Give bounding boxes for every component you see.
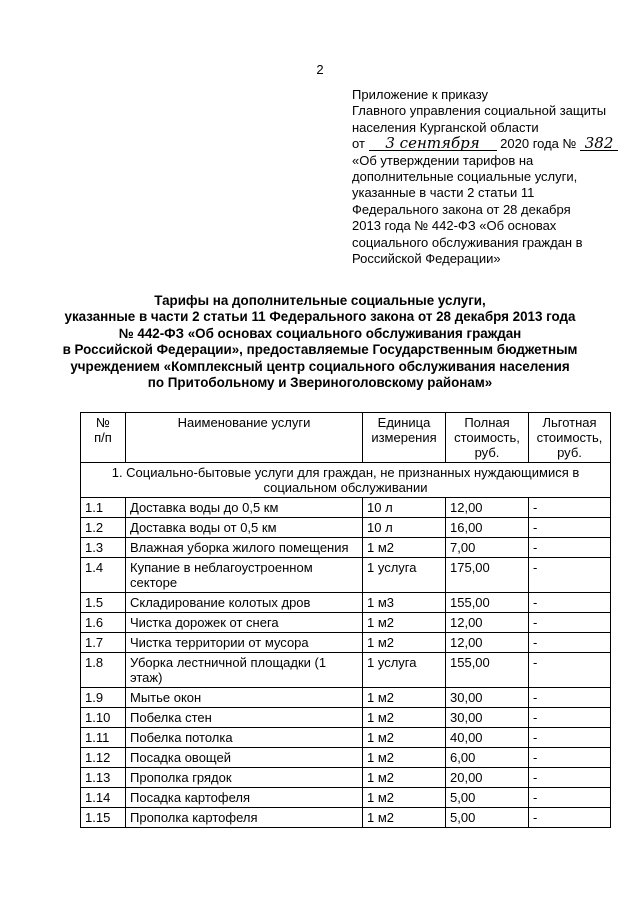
table-row [81,558,611,593]
service-name: Побелка стен [126,708,363,728]
table-row [81,808,611,828]
full-cost: 6,00 [446,748,529,768]
header-text-line: № [96,415,110,430]
table-row [81,688,611,708]
appendix-line: Главного управления социальной защиты [352,103,607,119]
unit-of-measure: 1 м2 [363,788,446,808]
full-cost: 155,00 [446,653,529,688]
header-service-name [126,413,363,463]
header-text-line: измерения [371,430,437,445]
table-row [81,538,611,558]
tariffs-table [80,412,611,828]
preferential-cost: - [529,708,611,728]
service-name: Мытье окон [126,688,363,708]
unit-of-measure: 1 м2 [363,768,446,788]
section-title: 1. Социально-бытовые услуги для граждан, не признанных нуждающимися в социальном обслуживании [81,463,611,498]
preferential-cost: - [529,808,611,828]
row-number: 1.8 [81,653,126,688]
page-number: 2 [316,62,324,77]
row-number: 1.5 [81,593,126,613]
service-name: Чистка дорожек от снега [126,613,363,633]
title-line: в Российской Федерации», предоставляемые Государственным бюджетным [62,342,578,358]
full-cost: 7,00 [446,538,529,558]
header-unit [363,413,446,463]
unit-of-measure: 1 м2 [363,688,446,708]
table-row [81,708,611,728]
header-text-line: Единица [377,415,431,430]
appendix-line: Приложение к приказу [352,87,489,102]
table-header-row [81,413,611,463]
preferential-cost: - [529,593,611,613]
header-text-line: стоимость, [454,430,520,445]
appendix-block [352,87,624,267]
service-name: Посадка картофеля [126,788,363,808]
row-number: 1.13 [81,768,126,788]
full-cost: 16,00 [446,518,529,538]
appendix-line: социального обслуживания граждан в [352,234,583,250]
table-row [81,498,611,518]
appendix-line: дополнительные социальные услуги, [352,169,578,185]
service-name: Доставка воды от 0,5 км [126,518,363,538]
preferential-cost: - [529,538,611,558]
preferential-cost: - [529,688,611,708]
unit-of-measure: 1 м2 [363,633,446,653]
row-number: 1.15 [81,808,126,828]
header-number [81,413,126,463]
preferential-cost: - [529,788,611,808]
row-number: 1.11 [81,728,126,748]
row-number: 1.10 [81,708,126,728]
header-text-line: стоимость, [536,430,603,445]
appendix-line: указанные в части 2 статьи 11 [352,185,535,201]
service-name: Уборка лестничной площадки (1 этаж) [126,653,363,688]
full-cost: 175,00 [446,558,529,593]
row-number: 1.12 [81,748,126,768]
table-row [81,748,611,768]
unit-of-measure: 1 м2 [363,538,446,558]
from-prefix: от [352,136,365,152]
row-number: 1.4 [81,558,126,593]
row-number: 1.2 [81,518,126,538]
service-name: Прополка грядок [126,768,363,788]
title-line: Тарифы на дополнительные социальные услуги, [154,293,486,308]
full-cost: 155,00 [446,593,529,613]
unit-of-measure: 1 м2 [363,708,446,728]
title-line: указанные в части 2 статьи 11 Федерального закона от 28 декабря 2013 года [64,309,576,325]
service-name: Купание в неблагоустроенном секторе [126,558,363,593]
appendix-line: 2013 года № 442-ФЗ «Об основах [352,218,557,234]
table-row [81,593,611,613]
title-line: учреждением «Комплексный центр социального обслуживания населения [70,358,570,374]
header-preferential-cost [529,413,611,463]
title-line: по Притобольному и Звериноголовскому районам» [147,375,493,391]
service-name: Прополка картофеля [126,808,363,828]
appendix-line: Российской Федерации» [352,251,501,267]
header-full-cost [446,413,529,463]
full-cost: 12,00 [446,633,529,653]
table-row [81,788,611,808]
row-number: 1.1 [81,498,126,518]
handwritten-number: 382 [580,136,618,151]
preferential-cost: - [529,728,611,748]
full-cost: 12,00 [446,498,529,518]
row-number: 1.7 [81,633,126,653]
handwritten-date: 3 сентября [369,136,497,151]
table-row [81,518,611,538]
preferential-cost: - [529,633,611,653]
full-cost: 40,00 [446,728,529,748]
header-text-line: руб. [474,445,500,460]
header-text-line: Полная [464,415,510,430]
full-cost: 5,00 [446,808,529,828]
unit-of-measure: 1 м2 [363,808,446,828]
full-cost: 20,00 [446,768,529,788]
unit-of-measure: 10 л [363,498,446,518]
table-row [81,653,611,688]
appendix-line: «Об утверждении тарифов на [352,152,534,168]
unit-of-measure: 1 услуга [363,558,446,593]
header-text-line: Льготная [542,415,597,430]
header-text-line: руб. [557,445,582,460]
unit-of-measure: 1 м2 [363,613,446,633]
unit-of-measure: 1 м3 [363,593,446,613]
full-cost: 5,00 [446,788,529,808]
document-title [60,293,580,391]
unit-of-measure: 1 м2 [363,748,446,768]
preferential-cost: - [529,498,611,518]
preferential-cost: - [529,558,611,593]
table-row [81,728,611,748]
preferential-cost: - [529,748,611,768]
title-line: № 442-ФЗ «Об основах социального обслуживания граждан [118,325,522,341]
unit-of-measure: 10 л [363,518,446,538]
preferential-cost: - [529,768,611,788]
appendix-date-line [352,136,624,152]
table-row [81,633,611,653]
preferential-cost: - [529,613,611,633]
appendix-order-title [352,153,624,268]
service-name: Чистка территории от мусора [126,633,363,653]
service-name: Влажная уборка жилого помещения [126,538,363,558]
preferential-cost: - [529,518,611,538]
table-row [81,768,611,788]
year-text: 2020 года № [500,136,577,152]
row-number: 1.9 [81,688,126,708]
full-cost: 12,00 [446,613,529,633]
section-row [81,463,611,498]
service-name: Посадка овощей [126,748,363,768]
row-number: 1.14 [81,788,126,808]
service-name: Складирование колотых дров [126,593,363,613]
header-text-line: п/п [94,430,112,445]
unit-of-measure: 1 услуга [363,653,446,688]
full-cost: 30,00 [446,708,529,728]
preferential-cost: - [529,653,611,688]
row-number: 1.6 [81,613,126,633]
unit-of-measure: 1 м2 [363,728,446,748]
service-name: Доставка воды до 0,5 км [126,498,363,518]
full-cost: 30,00 [446,688,529,708]
service-name: Побелка потолка [126,728,363,748]
row-number: 1.3 [81,538,126,558]
appendix-line: Федерального закона от 28 декабря [352,201,571,217]
appendix-line: населения Курганской области [352,119,539,135]
table-row [81,613,611,633]
header-text-line: Наименование услуги [177,415,311,430]
